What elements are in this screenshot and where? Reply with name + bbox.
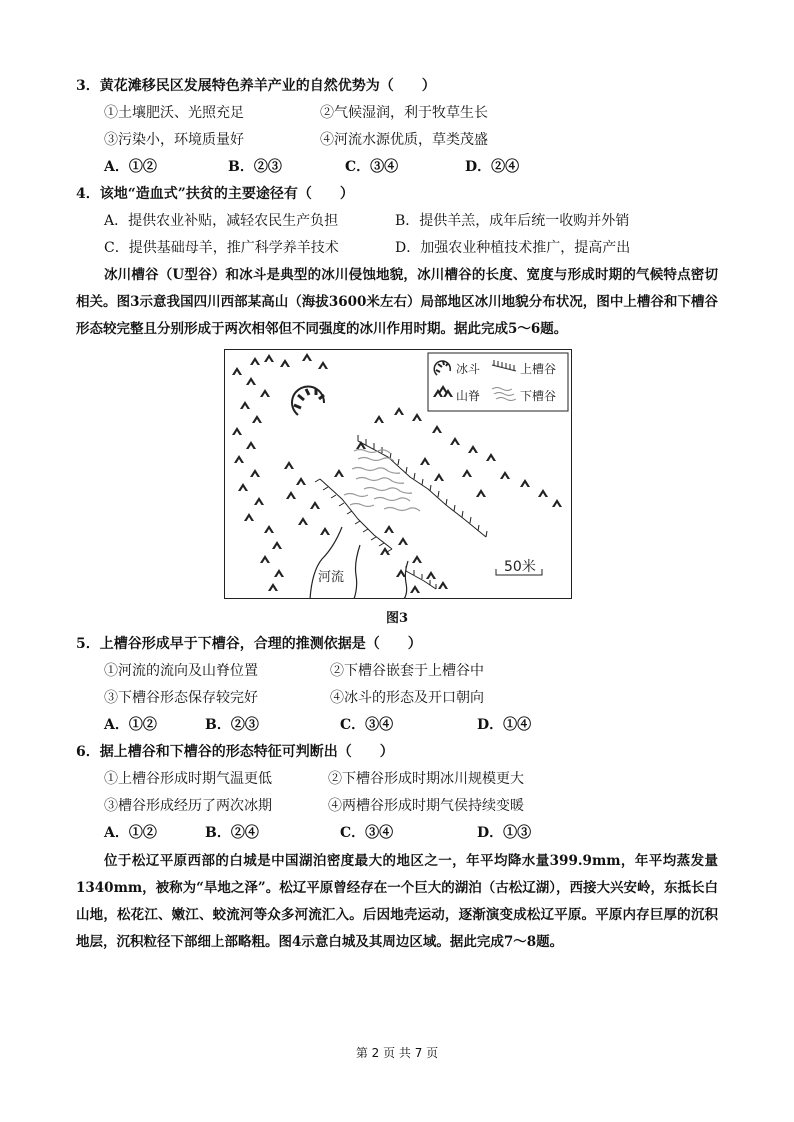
q5-stem: 5．上槽谷形成早于下槽谷，合理的推测依据是（ ） xyxy=(76,636,422,652)
q4-choice-b: B．提供羊羔，成年后统一收购并外销 xyxy=(395,213,630,229)
q5-option-1: ①河流的流向及山脊位置 xyxy=(104,663,258,679)
q6-option-3: ③槽谷形成经历了两次冰期 xyxy=(104,798,272,814)
passage-glacier xyxy=(76,262,718,343)
q5-option-3: ③下槽谷形态保存较完好 xyxy=(104,690,258,706)
q5-choice-a: A．①② xyxy=(104,717,157,733)
legend-lower-valley-label: 下槽谷 xyxy=(520,389,557,403)
q3-option-3: ③污染小，环境质量好 xyxy=(104,132,244,148)
q4-choice-d: D．加强农业种植技术推广，提高产出 xyxy=(395,240,631,256)
passage-baicheng-text: 位于松辽平原西部的白城是中国湖泊密度最大的地区之一，年平均降水量399.9mm，年平均蒸发量1340mm，被称为“旱地之泽”。松辽平原曾经存在一个巨大的湖泊（古松辽湖），西接大兴安岭，东抵长白山地，松花江、嫩江、蛟流河等众多河流汇入。后因地壳运动，逐渐演变成松辽平原。平原内存巨厚的沉积地层，沉积粒径下部细上部略粗。图4示意白城及其周边区域。据此完成7～8题。 xyxy=(76,853,718,950)
q6-choice-b: B．②④ xyxy=(205,825,259,841)
q5-option-2: ②下槽谷嵌套于上槽谷中 xyxy=(330,663,484,679)
q3-choice-b: B．②③ xyxy=(228,159,282,175)
figure-3-caption: 图3 xyxy=(386,611,409,626)
q6-stem: 6．据上槽谷和下槽谷的形态特征可判断出（ ） xyxy=(76,744,394,760)
q4-stem: 4．该地“造血式”扶贫的主要途径有（ ） xyxy=(76,186,354,202)
q3-option-1: ①土壤肥沃、光照充足 xyxy=(104,105,244,121)
q3-stem: 3．黄花滩移民区发展特色养羊产业的自然优势为（ ） xyxy=(76,78,436,94)
legend xyxy=(428,353,568,411)
q6-choice-a: A．①② xyxy=(104,825,157,841)
legend-upper-valley-label: 上槽谷 xyxy=(520,362,557,376)
q6-option-2: ②下槽谷形成时期冰川规模更大 xyxy=(328,771,524,787)
q5-choice-b: B．②③ xyxy=(205,717,259,733)
river-label: 河流 xyxy=(318,570,345,585)
page-footer: 第 2 页 共 7 页 xyxy=(355,1046,439,1060)
scale-label: 50米 xyxy=(504,559,536,575)
q6-option-4: ④两槽谷形成时期气侯持续变暖 xyxy=(328,798,524,814)
q3-choice-c: C．③④ xyxy=(345,159,399,175)
q6-option-1: ①上槽谷形成时期气温更低 xyxy=(104,771,272,787)
legend-cirque-label: 冰斗 xyxy=(456,362,481,376)
q3-option-4: ④河流水源优质，草类茂盛 xyxy=(320,132,488,148)
q6-choice-d: D．①③ xyxy=(477,825,532,841)
q4-choice-c: C．提供基础母羊，推广科学养羊技术 xyxy=(104,240,339,256)
q3-option-2: ②气候湿润，利于牧草生长 xyxy=(320,105,488,121)
q5-choice-d: D．①④ xyxy=(477,717,532,733)
q6-choice-c: C．③④ xyxy=(340,825,394,841)
passage-glacier-text: 冰川槽谷（U型谷）和冰斗是典型的冰川侵蚀地貌，冰川槽谷的长度、宽度与形成时期的气候特点密切相关。图3示意我国四川西部某高山（海拔3600米左右）局部地区冰川地貌分布状况，图中上槽谷和下槽谷形态较完整且分别形成于两次相邻但不同强度的冰川作用时期。据此完成5～6题。 xyxy=(76,267,718,337)
q4-choice-a: A．提供农业补贴，减轻农民生产负担 xyxy=(104,213,339,229)
figure-3-glacier-map xyxy=(224,349,572,599)
q5-option-4: ④冰斗的形态及开口朝向 xyxy=(330,690,484,706)
q3-choice-d: D．②④ xyxy=(465,159,520,175)
q5-choice-c: C．③④ xyxy=(340,717,394,733)
legend-ridge-label: 山脊 xyxy=(456,389,481,403)
q3-choice-a: A．①② xyxy=(104,159,157,175)
passage-baicheng xyxy=(76,848,718,956)
